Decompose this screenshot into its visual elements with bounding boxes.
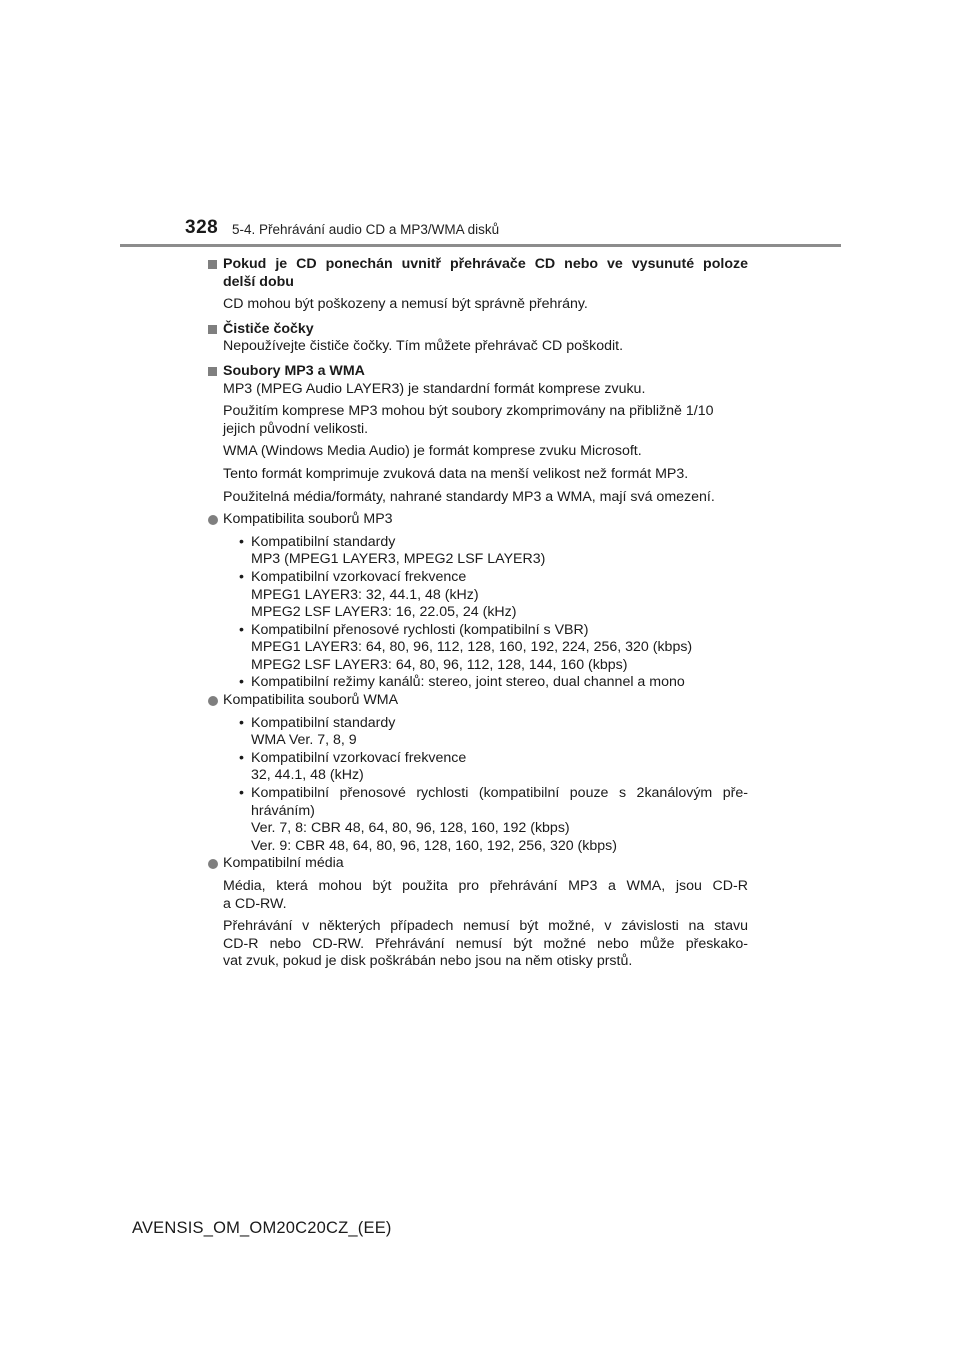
list-item-detail: MPEG2 LSF LAYER3: 64, 80, 96, 112, 128, 144, 160 (kbps): [251, 656, 628, 673]
list-item-detail: MPEG1 LAYER3: 32, 44.1, 48 (kHz): [251, 586, 479, 603]
page-content: [207, 256, 748, 971]
heading-line: Pokud je CD ponechán uvnitř přehrávače CD nebo ve vysunuté poloze: [223, 256, 748, 272]
subheading-text: Kompatibilní média: [223, 855, 344, 872]
list-item-detail: WMA Ver. 7, 8, 9: [251, 732, 357, 749]
list-item-title: Kompatibilní vzorkovací frekvence: [251, 568, 467, 585]
square-bullet-icon: [208, 260, 217, 269]
list-item-detail: MPEG2 LSF LAYER3: 16, 22.05, 24 (kHz): [251, 604, 517, 621]
bullet-marker: •: [239, 533, 244, 550]
paragraph-line: vat zvuk, pokud je disk poškrábán nebo jsou na něm otisky prstů.: [223, 953, 633, 970]
list-item-detail: Ver. 9: CBR 48, 64, 80, 96, 128, 160, 192, 256, 320 (kbps): [251, 837, 617, 854]
paragraph-line: Média, která mohou být použita pro přehrávání MP3 a WMA, jsou CD-R: [223, 878, 748, 894]
subheading-text: Kompatibilita souborů MP3: [223, 511, 393, 528]
section-title: 5-4. Přehrávání audio CD a MP3/WMA disků: [232, 222, 500, 237]
bullet-marker: •: [239, 714, 244, 731]
paragraph: [207, 918, 748, 971]
list-item: [239, 534, 748, 569]
list-item: [239, 622, 748, 675]
heading-mp3-wma-files: [207, 363, 748, 381]
document-code: AVENSIS_OM_OM20C20CZ_(EE): [132, 1219, 392, 1237]
list-item-detail: MP3 (MPEG1 LAYER3, MPEG2 LSF LAYER3): [251, 551, 546, 568]
list-item-title: Kompatibilní standardy: [251, 533, 396, 550]
list-item-title: Kompatibilní režimy kanálů: stereo, joint stereo, dual channel a mono: [251, 674, 685, 691]
paragraph: CD mohou být poškozeny a nemusí být správně přehrány.: [223, 296, 588, 313]
paragraph-line: Použitím komprese MP3 mohou být soubory zkomprimovány na přibližně 1/10: [223, 403, 714, 420]
circle-bullet-icon: [208, 859, 218, 869]
heading-line: delší dobu: [223, 273, 294, 290]
subheading-text: Kompatibilita souborů WMA: [223, 692, 399, 709]
list-item: [239, 569, 748, 622]
paragraph: Nepoužívejte čističe čočky. Tím můžete přehrávač CD poškodit.: [223, 338, 624, 355]
bullet-marker: •: [239, 785, 244, 802]
list-item-title: Kompatibilní vzorkovací frekvence: [251, 749, 467, 766]
heading-lens-cleaners: [207, 321, 748, 339]
list-item: [239, 715, 748, 750]
list-item-title: hráváním): [251, 802, 315, 819]
circle-bullet-icon: [208, 515, 218, 525]
subheading-mp3-compatibility: [207, 511, 748, 529]
bullet-marker: •: [239, 568, 244, 585]
paragraph-line: Přehrávání v některých případech nemusí být možné, v závislosti na stavu: [223, 918, 748, 935]
paragraph-line: jejich původní velikosti.: [223, 420, 369, 437]
heading-line: Soubory MP3 a WMA: [223, 362, 365, 379]
heading-cd-left-inside: [207, 256, 748, 291]
paragraph: [207, 878, 748, 913]
subheading-wma-compatibility: [207, 692, 748, 710]
square-bullet-icon: [208, 367, 217, 376]
square-bullet-icon: [208, 325, 217, 334]
list-item-detail: 32, 44.1, 48 (kHz): [251, 767, 364, 784]
list-item-detail: MPEG1 LAYER3: 64, 80, 96, 112, 128, 160, 192, 224, 256, 320 (kbps): [251, 639, 693, 656]
paragraph-line: a CD-RW.: [223, 895, 287, 912]
header-rule: [120, 244, 841, 247]
subheading-compatible-media: [207, 855, 748, 873]
paragraph: WMA (Windows Media Audio) je formát komprese zvuku Microsoft.: [223, 443, 642, 460]
list-item: [239, 674, 748, 692]
bullet-marker: •: [239, 674, 244, 691]
list-item-title: Kompatibilní standardy: [251, 714, 396, 731]
list-item-detail: Ver. 7, 8: CBR 48, 64, 80, 96, 128, 160, 192 (kbps): [251, 820, 570, 837]
paragraph-line: CD-R nebo CD-RW. Přehrávání nemusí být možné nebo může přeskako-: [223, 935, 748, 952]
paragraph: [207, 403, 748, 438]
paragraph: MP3 (MPEG Audio LAYER3) je standardní formát komprese zvuku.: [223, 380, 646, 397]
paragraph: Tento formát komprimuje zvuková data na menší velikost než formát MP3.: [223, 465, 689, 482]
list-item: [239, 785, 748, 855]
bullet-marker: •: [239, 621, 244, 638]
list-item: [239, 750, 748, 785]
mp3-bullet-list: [207, 534, 748, 692]
list-item-title: Kompatibilní přenosové rychlosti (kompatibilní s VBR): [251, 621, 589, 638]
page-number: 328: [185, 217, 219, 238]
paragraph: Použitelná média/formáty, nahrané standardy MP3 a WMA, mají svá omezení.: [223, 488, 715, 505]
wma-bullet-list: [207, 715, 748, 856]
list-item-title: Kompatibilní přenosové rychlosti (kompatibilní pouze s 2kanálovým pře-: [251, 785, 748, 802]
bullet-marker: •: [239, 749, 244, 766]
heading-line: Čističe čočky: [223, 320, 314, 337]
circle-bullet-icon: [208, 696, 218, 706]
